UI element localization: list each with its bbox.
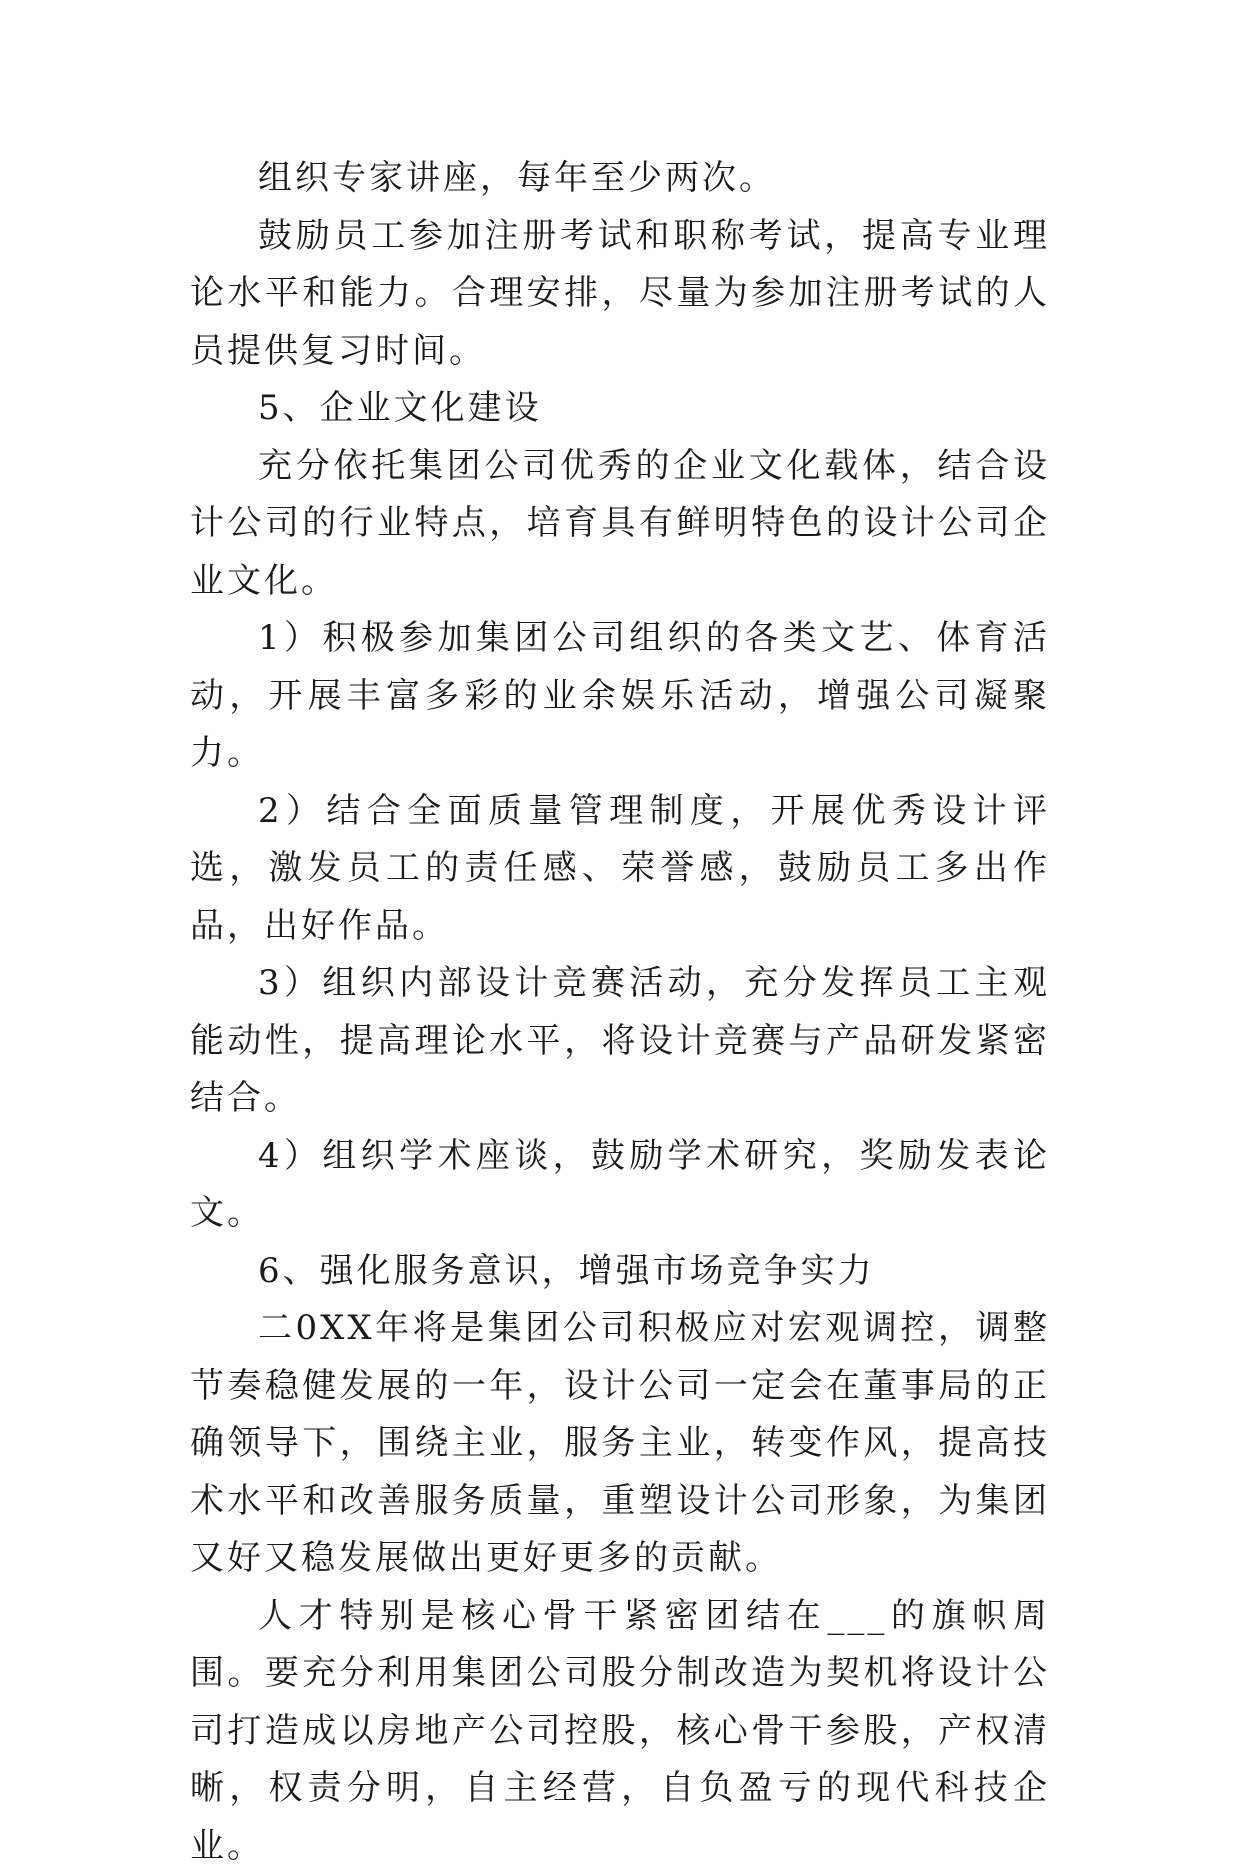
paragraph-outlook: 二0XX年将是集团公司积极应对宏观调控，调整节奏稳健发展的一年，设计公司一定会在董事局的正确领导下，围绕主业，服务主业，转变作风，提高技术水平和改善服务质量，重塑设计公司形象，为集团又好又稳发展做出更好更多的贡献。	[190, 1300, 1050, 1588]
paragraph-talent: 人才特别是核心骨干紧密团结在___的旗帜周围。要充分利用集团公司股分制改造为契机将设计公司打造成以房地产公司控股，核心骨干参股，产权清晰，权责分明，自主经营，自负盈亏的现代科技企业。	[190, 1588, 1050, 1875]
list-item-1: 1）积极参加集团公司组织的各类文艺、体育活动，开展丰富多彩的业余娱乐活动，增强公司凝聚力。	[190, 610, 1050, 783]
list-item-4: 4）组织学术座谈，鼓励学术研究，奖励发表论文。	[190, 1128, 1050, 1243]
document-body	[190, 150, 1050, 1875]
list-item-3: 3）组织内部设计竞赛活动，充分发挥员工主观能动性，提高理论水平，将设计竞赛与产品研发紧密结合。	[190, 955, 1050, 1128]
paragraph-culture-intro: 充分依托集团公司优秀的企业文化载体，结合设计公司的行业特点，培育具有鲜明特色的设计公司企业文化。	[190, 438, 1050, 611]
section-heading-service: 6、强化服务意识，增强市场竞争实力	[190, 1243, 1050, 1301]
paragraph-exams: 鼓励员工参加注册考试和职称考试，提高专业理论水平和能力。合理安排，尽量为参加注册考试的人员提供复习时间。	[190, 208, 1050, 381]
list-item-2: 2）结合全面质量管理制度，开展优秀设计评选，激发员工的责任感、荣誉感，鼓励员工多出作品，出好作品。	[190, 783, 1050, 956]
paragraph-lectures: 组织专家讲座，每年至少两次。	[190, 150, 1050, 208]
section-heading-culture: 5、企业文化建设	[190, 380, 1050, 438]
